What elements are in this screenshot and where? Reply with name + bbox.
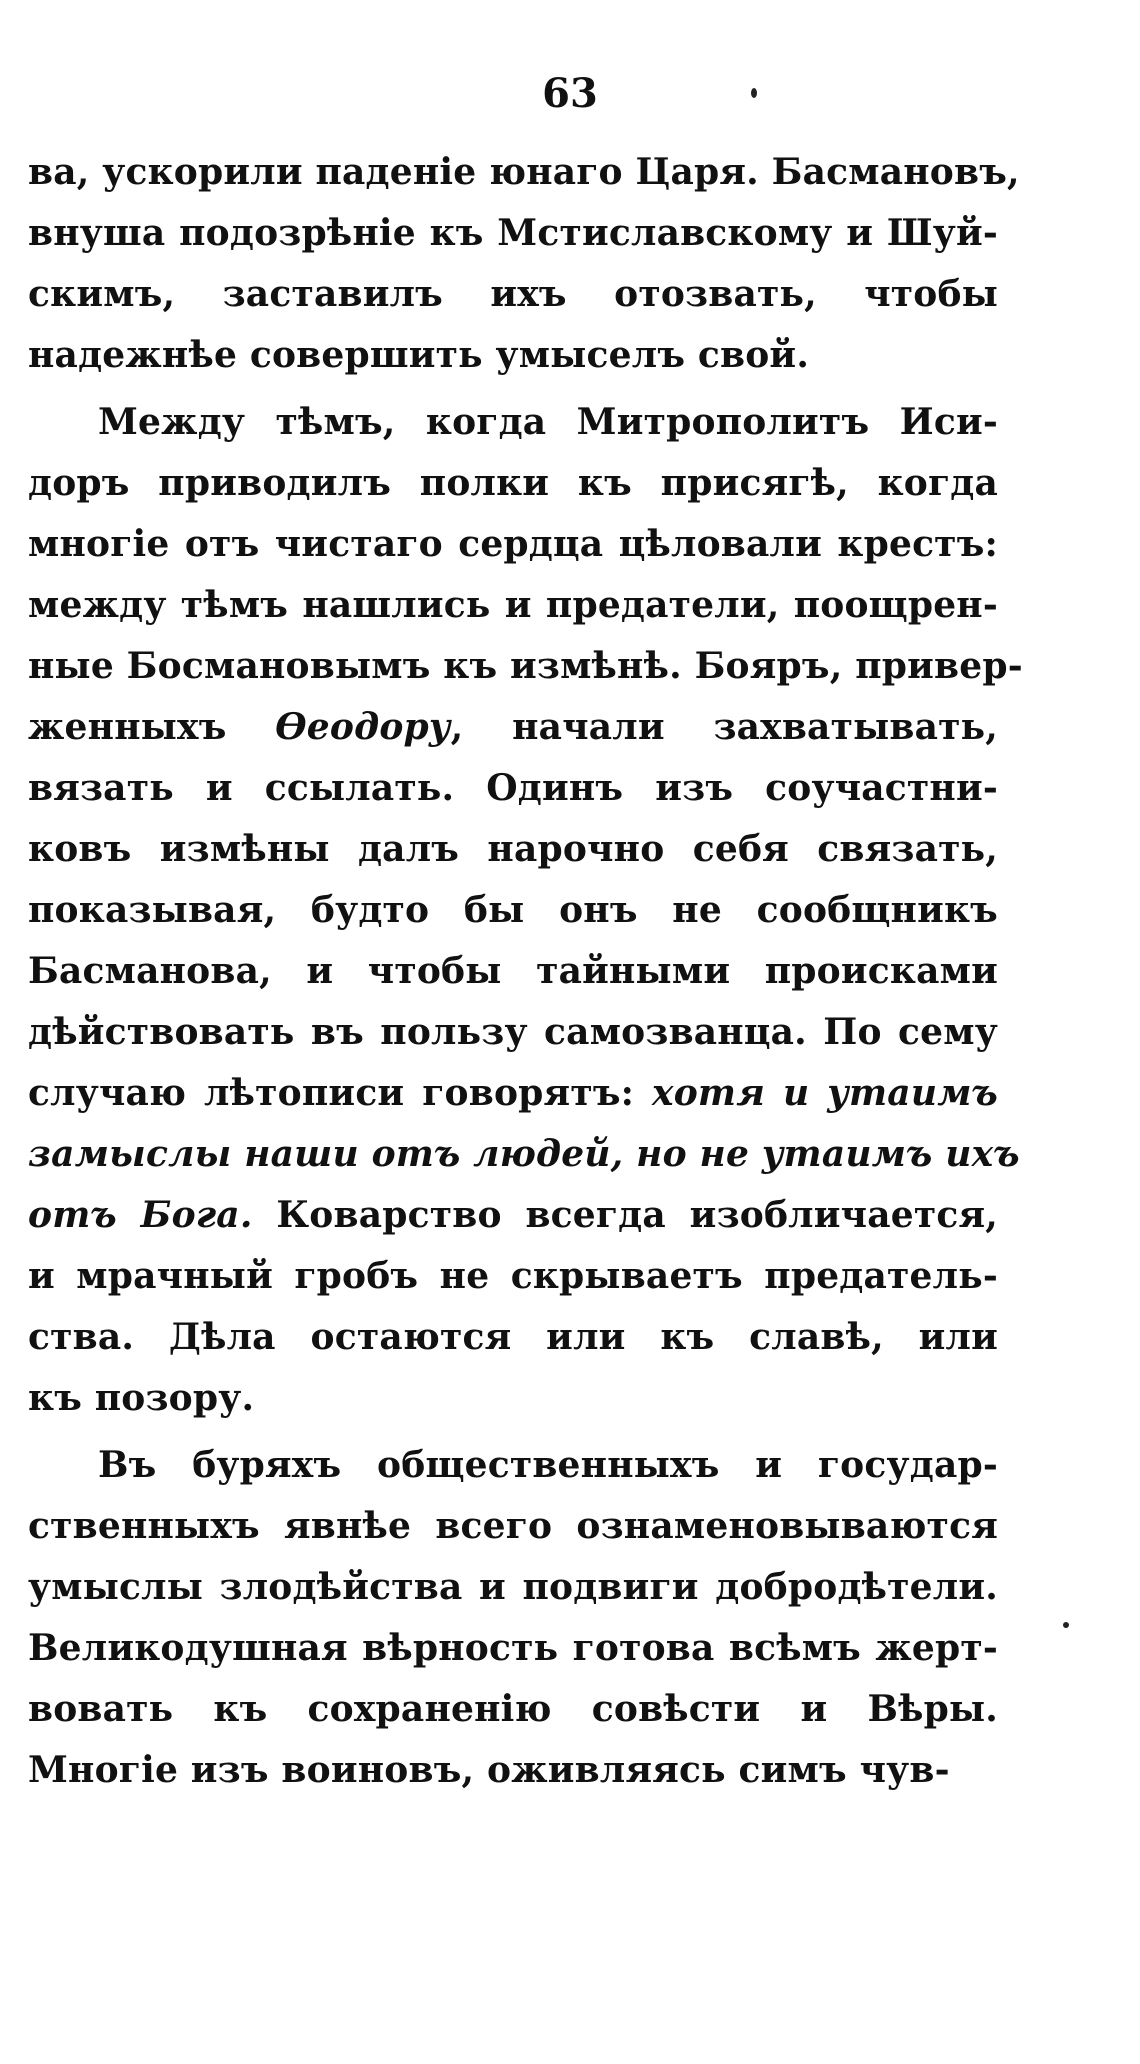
text-segment: ные Босмановымъ къ измѣнѣ. Бояръ, привер-	[28, 645, 1023, 687]
text-segment: вязать и ссылать. Одинъ изъ соучастни-	[28, 767, 998, 809]
print-speck-mark	[751, 88, 757, 98]
print-speck-dot	[1063, 1622, 1069, 1628]
text-line	[28, 392, 998, 453]
text-line	[28, 1307, 998, 1368]
text-segment: ва, ускорили паденіе юнаго Царя. Басмановъ,	[28, 151, 1020, 193]
text-line	[28, 1368, 998, 1429]
text-segment: женныхъ	[28, 706, 276, 748]
text-line	[28, 514, 998, 575]
page-number: 63	[542, 70, 598, 117]
text-line	[28, 1185, 998, 1246]
text-segment: между тѣмъ нашлись и предатели, поощрен-	[28, 584, 998, 626]
text-segment: дѣйствовать въ пользу самозванца. По сему	[28, 1011, 998, 1053]
italic-text-segment: Ѳеодору	[275, 706, 451, 748]
text-line	[28, 819, 998, 880]
italic-text-segment: отъ Бога.	[28, 1194, 253, 1236]
text-line	[28, 575, 998, 636]
text-line	[28, 325, 998, 386]
text-line	[28, 142, 1020, 203]
text-line	[28, 1618, 998, 1679]
text-line	[28, 1679, 998, 1740]
text-line	[28, 1124, 1020, 1185]
text-segment: внуша подозрѣніе къ Мстиславскому и Шуй-	[28, 212, 998, 254]
italic-text-segment: хотя и утаимъ	[652, 1072, 998, 1114]
text-line	[28, 1557, 998, 1618]
text-segment: доръ приводилъ полки къ присягѣ, когда	[28, 462, 998, 504]
text-line	[28, 1002, 998, 1063]
text-line	[28, 697, 998, 758]
text-segment: ства. Дѣла остаются или къ славѣ, или	[28, 1316, 998, 1358]
text-line	[28, 880, 998, 941]
text-line	[28, 1246, 998, 1307]
text-line	[28, 1740, 998, 1801]
body-text	[28, 142, 1023, 1801]
text-line	[28, 636, 1023, 697]
text-segment: Многіе изъ воиновъ, оживляясь симъ чув-	[28, 1749, 950, 1791]
text-segment: ковъ измѣны далъ нарочно себя связать,	[28, 828, 998, 870]
text-segment: случаю лѣтописи говорятъ:	[28, 1072, 653, 1114]
text-line	[28, 453, 998, 514]
text-line	[28, 203, 998, 264]
text-segment: къ позору.	[28, 1377, 255, 1419]
text-segment: скимъ, заставилъ ихъ отозвать, чтобы	[28, 273, 998, 315]
text-segment: Великодушная вѣрность готова всѣмъ жерт-	[28, 1627, 998, 1669]
text-segment: Басманова, и чтобы тайными происками	[28, 950, 998, 992]
text-segment: Въ буряхъ общественныхъ и государ-	[98, 1444, 998, 1486]
text-segment: Между тѣмъ, когда Митрополитъ Иси-	[98, 401, 998, 443]
text-line	[28, 1496, 998, 1557]
text-line	[28, 941, 998, 1002]
text-segment: , начали захватывать,	[450, 706, 998, 748]
text-segment: умыслы злодѣйства и подвиги добродѣтели.	[28, 1566, 998, 1608]
italic-text-segment: замыслы наши отъ людей, но не утаимъ ихъ	[28, 1133, 1020, 1175]
text-segment: вовать къ сохраненію совѣсти и Вѣры.	[28, 1688, 998, 1730]
text-line	[28, 758, 998, 819]
text-segment: и мрачный гробъ не скрываетъ предатель-	[28, 1255, 998, 1297]
text-segment: показывая, будто бы онъ не сообщникъ	[28, 889, 998, 931]
text-segment: надежнѣе совершить умыселъ свой.	[28, 334, 810, 376]
text-line	[28, 1435, 998, 1496]
text-line	[28, 264, 998, 325]
text-segment: ственныхъ явнѣе всего ознаменовываются	[28, 1505, 998, 1547]
text-segment: Коварство всегда изобличается,	[252, 1194, 998, 1236]
text-line	[28, 1063, 998, 1124]
text-segment: многіе отъ чистаго сердца цѣловали крестъ:	[28, 523, 998, 565]
